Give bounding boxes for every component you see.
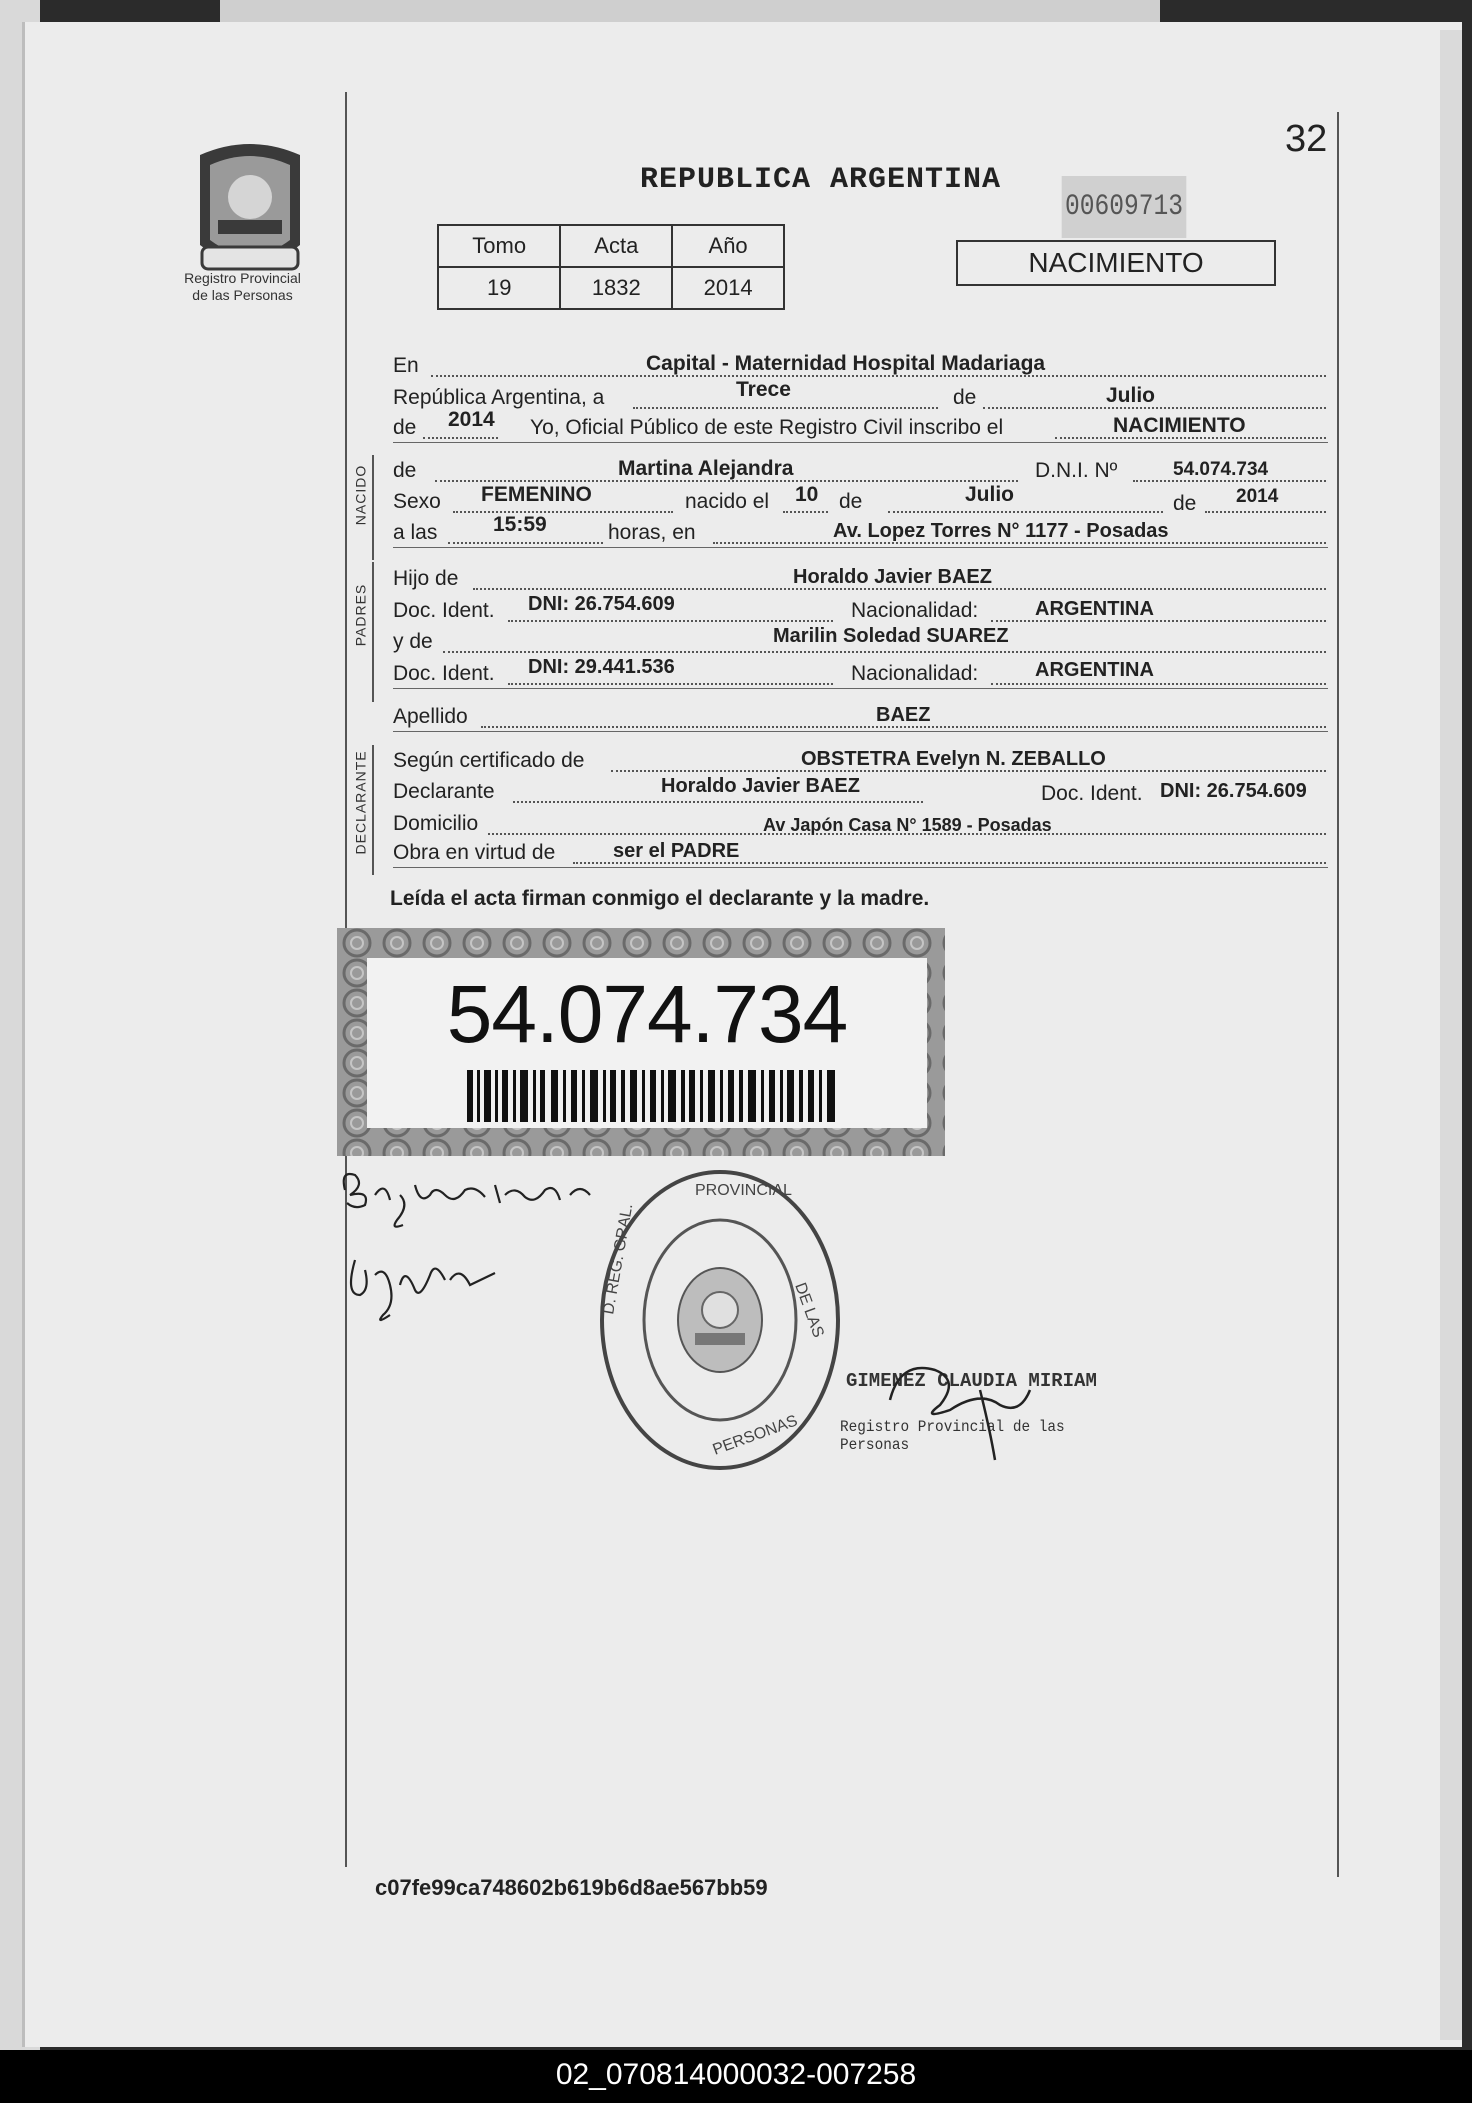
value-mother-name: Marilin Soledad SUAREZ — [773, 625, 1009, 647]
value-birth-time: 15:59 — [493, 513, 547, 536]
scan-background-top — [220, 0, 1160, 22]
value-address: Av Japón Casa N° 1589 - Posadas — [763, 815, 1052, 835]
row-address — [393, 808, 1328, 838]
label-sexo: Sexo — [393, 490, 441, 513]
row-mother — [393, 626, 1328, 656]
value-father-doc: DNI: 26.754.609 — [528, 593, 675, 615]
label-doc-ident-mother: Doc. Ident. — [393, 662, 495, 685]
label-de-name: de — [393, 459, 417, 482]
value-mother-doc: DNI: 29.441.536 — [528, 656, 675, 678]
label-hijo-de: Hijo de — [393, 567, 459, 590]
table-value-tomo: 19 — [438, 267, 560, 309]
row-time-place — [393, 513, 1328, 548]
official-role: Registro Provincial de las Personas — [840, 1418, 1065, 1454]
label-nacido-el: nacido el — [685, 490, 770, 513]
label-de-birth-month: de — [839, 490, 863, 513]
value-name: Martina Alejandra — [618, 457, 794, 480]
value-father-name: Horaldo Javier BAEZ — [793, 566, 992, 588]
label-doc-ident-declarant: Doc. Ident. — [1041, 782, 1143, 805]
value-record-act: NACIMIENTO — [1113, 414, 1246, 437]
page-edge — [1440, 30, 1462, 2040]
official-round-stamp — [595, 1165, 845, 1475]
value-birth-place: Av. Lopez Torres N° 1177 - Posadas — [833, 520, 1169, 542]
dni-label-card — [367, 958, 927, 1128]
table-value-acta: 1832 — [560, 267, 672, 309]
label-nacionalidad-mother: Nacionalidad: — [851, 662, 979, 685]
serial-number-stamp: 00609713 — [1062, 176, 1187, 238]
dni-large-number: 54.074.734 — [446, 969, 848, 1060]
value-in-virtue: ser el PADRE — [613, 840, 740, 862]
row-sex-birthdate — [393, 483, 1328, 516]
label-dni: D.N.I. Nº — [1035, 459, 1118, 482]
value-declarant-name: Horaldo Javier BAEZ — [661, 775, 860, 797]
right-margin-rule — [1337, 112, 1339, 1877]
row-mother-doc — [393, 656, 1328, 689]
value-birth-month: Julio — [965, 483, 1015, 506]
official-signature-block — [820, 1350, 1140, 1480]
handwritten-signatures — [335, 1165, 615, 1345]
page-number: 32 — [1285, 118, 1328, 160]
label-obra-en-virtud: Obra en virtud de — [393, 841, 556, 864]
value-birth-day: 10 — [795, 483, 819, 506]
section-label-declarante: DECLARANTE — [352, 750, 369, 855]
svg-text:D. REG. GRAL.: D. REG. GRAL. — [600, 1202, 637, 1316]
row-surname — [393, 702, 1328, 732]
row-father — [393, 563, 1328, 593]
volume-record-year-table — [437, 224, 785, 310]
row-registration-date — [393, 378, 1328, 412]
value-sex: FEMENINO — [481, 483, 592, 506]
label-horas-en: horas, en — [608, 521, 696, 544]
label-republica: República Argentina, a — [393, 386, 605, 409]
row-name — [393, 455, 1328, 485]
label-de-month: de — [953, 386, 977, 409]
svg-text:DE LAS: DE LAS — [791, 1280, 827, 1340]
row-certificate — [393, 745, 1328, 775]
official-handwritten-signature — [880, 1350, 1060, 1470]
table-header-tomo: Tomo — [438, 225, 560, 267]
label-en: En — [393, 354, 419, 377]
row-place — [393, 350, 1328, 380]
row-in-virtue — [393, 838, 1328, 868]
document-title: REPUBLICA ARGENTINA — [640, 163, 1002, 197]
value-surname: BAEZ — [876, 704, 931, 726]
barcode — [467, 1070, 837, 1122]
label-declarante: Declarante — [393, 780, 495, 803]
closing-statement: Leída el acta firman conmigo el declarante y la madre. — [390, 887, 930, 910]
value-declarant-doc: DNI: 26.754.609 — [1160, 780, 1307, 802]
table-header-anio: Año — [672, 225, 784, 267]
value-registration-month: Julio — [1106, 384, 1156, 407]
value-birth-year: 2014 — [1236, 486, 1279, 507]
document-hash: c07fe99ca748602b619b6d8ae567bb59 — [375, 1875, 768, 1900]
svg-text:PROVINCIAL: PROVINCIAL — [695, 1182, 792, 1199]
record-type-box: NACIMIENTO — [956, 240, 1276, 286]
scan-footer-id: 02_070814000032-007258 — [0, 2050, 1472, 2103]
label-inscribo: Yo, Oficial Público de este Registro Civil inscribo el — [530, 416, 1004, 439]
row-registration-year — [393, 408, 1328, 443]
value-place: Capital - Maternidad Hospital Madariaga — [646, 352, 1046, 375]
label-doc-ident-father: Doc. Ident. — [393, 599, 495, 622]
label-domicilio: Domicilio — [393, 812, 479, 835]
row-father-doc — [393, 595, 1328, 625]
label-a-las: a las — [393, 521, 438, 544]
table-value-anio: 2014 — [672, 267, 784, 309]
label-de-year: de — [393, 416, 417, 439]
registry-caption — [160, 270, 325, 304]
label-de-birth-year: de — [1173, 492, 1197, 515]
table-header-acta: Acta — [560, 225, 672, 267]
registry-caption-line1: Registro Provincial — [184, 270, 301, 286]
official-name: GIMENEZ CLAUDIA MIRIAM — [846, 1370, 1097, 1392]
value-mother-nationality: ARGENTINA — [1035, 659, 1154, 681]
value-certificate: OBSTETRA Evelyn N. ZEBALLO — [801, 748, 1106, 770]
label-nacionalidad-father: Nacionalidad: — [851, 599, 979, 622]
label-apellido: Apellido — [393, 705, 468, 728]
label-y-de: y de — [393, 630, 433, 653]
value-registration-year: 2014 — [448, 408, 495, 431]
registry-caption-line2: de las Personas — [192, 287, 293, 303]
value-registration-day: Trece — [736, 378, 791, 401]
value-father-nationality: ARGENTINA — [1035, 598, 1154, 620]
label-segun-certificado: Según certificado de — [393, 749, 585, 772]
dni-barcode-panel — [337, 928, 945, 1156]
svg-text:PERSONAS: PERSONAS — [710, 1412, 800, 1459]
section-label-padres: PADRES — [352, 583, 369, 647]
section-label-nacido: NACIDO — [352, 464, 369, 526]
value-dni: 54.074.734 — [1173, 459, 1269, 480]
row-declarant — [393, 776, 1328, 806]
